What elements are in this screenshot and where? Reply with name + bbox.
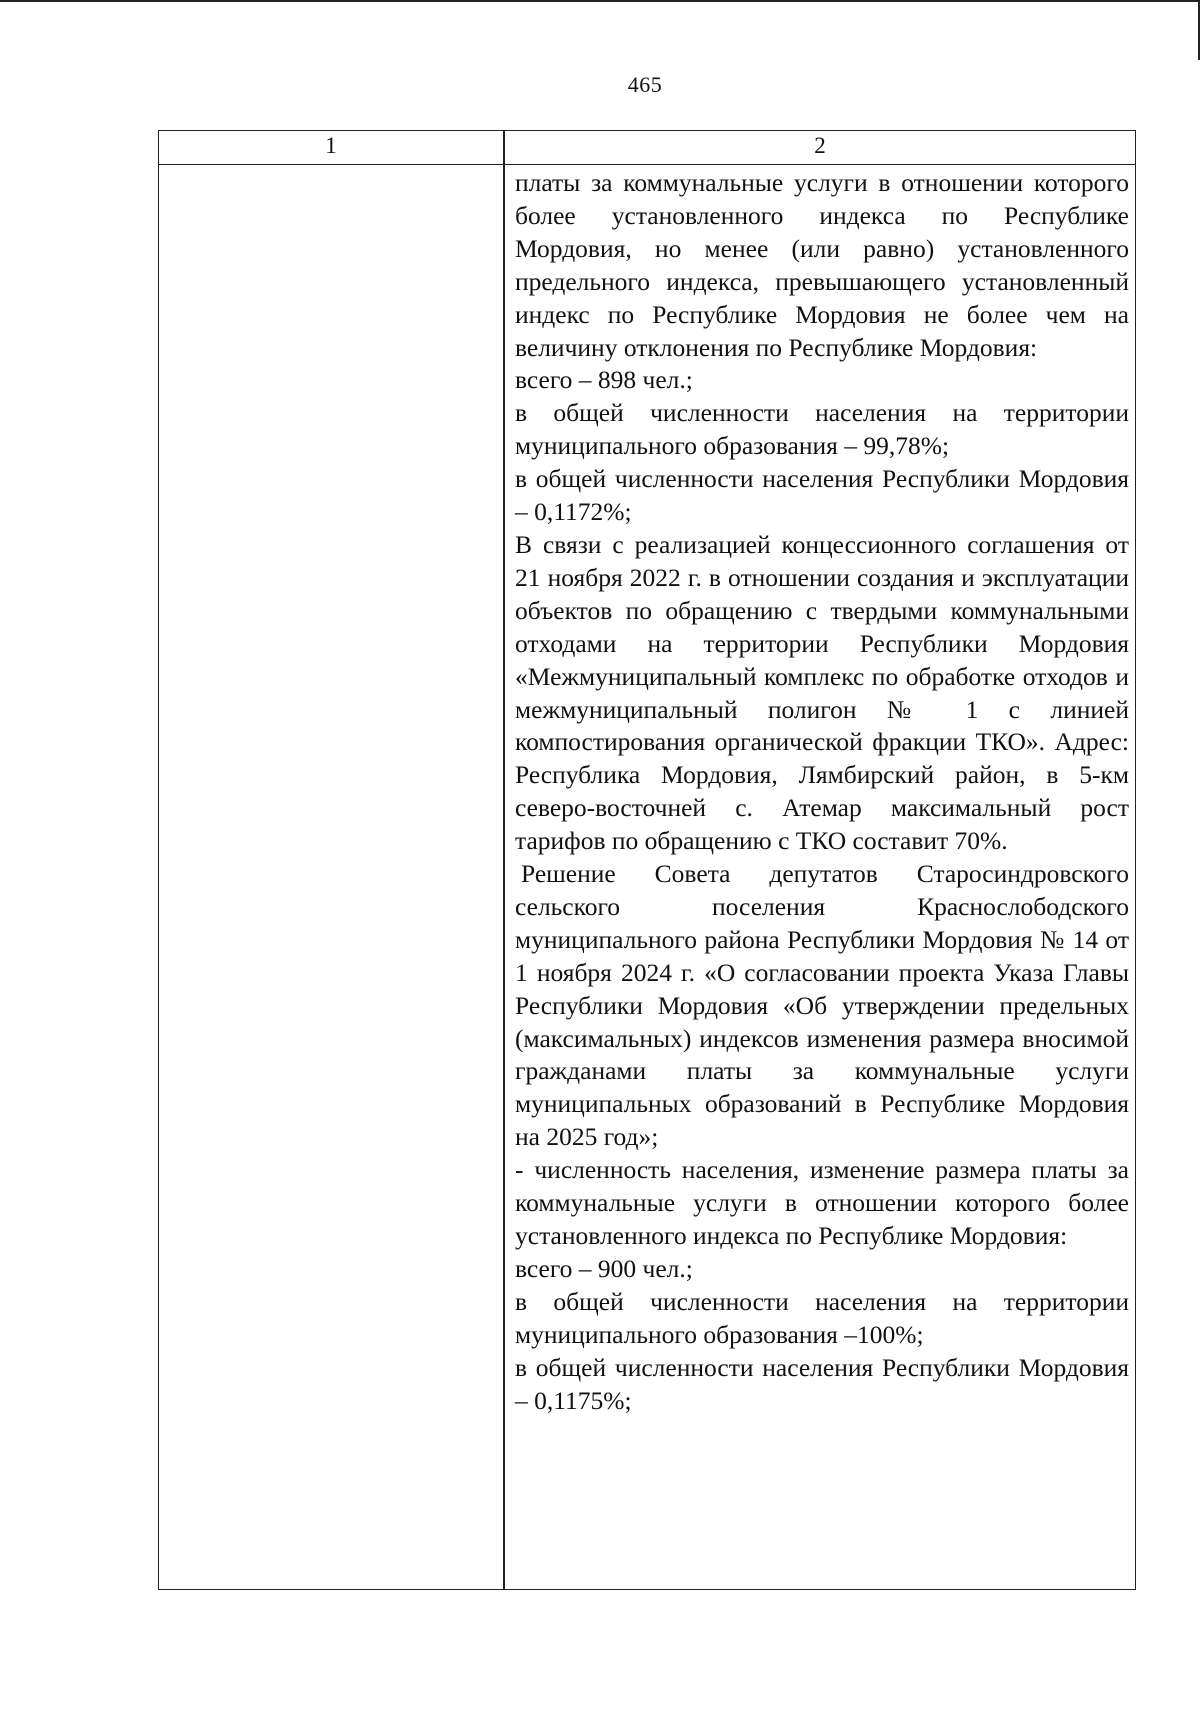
column-1-header: 1 (325, 133, 337, 158)
paragraph-council-decision: Решение Совета депутатов Старосиндровского сельского поселения Краснослободского муниципального района Республики Мордовия № 14 от 1 ноября 2024 г. «О согласовании проекта Указа Главы Республики Мордовия «Об утверждении предельных (максимальных) индексов изменения размера вносимой гражданами платы за коммунальные услуги муниципальных образований в Республике Мордовия на 2025 год»; (515, 859, 1129, 1152)
paragraph-republic-share-01172: в общей численности населения Республики Мордовия – 0,1172%; (515, 464, 1129, 527)
page-number: 465 (627, 72, 663, 97)
column-2-header: 2 (814, 133, 826, 158)
table-header-row (159, 131, 1135, 165)
content-table (158, 130, 1136, 1590)
top-border-line (0, 0, 1200, 2)
paragraph-population-exceed-index: - численность населения, изменение размера платы за коммунальные услуги в отношении которого более установленного индекса по Республике Мордовия: (515, 1155, 1129, 1250)
column-2-cell (515, 167, 1129, 1417)
paragraph-total-898: всего – 898 чел.; (515, 365, 693, 395)
paragraph-municipal-share-100: в общей численности населения на территории муниципального образования –100%; (515, 1286, 1129, 1349)
paragraph-tariff-exceed-index: платы за коммунальные услуги в отношении которого более установленного индекса по Республике Мордовия, но менее (или равно) установленного предельного индекса, превышающего установленный индекс по Республике Мордовия не более чем на величину отклонения по Республике Мордовия: (515, 168, 1129, 362)
paragraph-republic-share-01175: в общей численности населения Республики Мордовия – 0,1175%; (515, 1352, 1129, 1415)
column-divider (503, 131, 505, 1589)
paragraph-municipal-share-9978: в общей численности населения на территории муниципального образования – 99,78%; (515, 398, 1129, 461)
paragraph-total-900: всего – 900 чел.; (515, 1253, 693, 1283)
paragraph-concession-agreement: В связи с реализацией концессионного соглашения от 21 ноября 2022 г. в отношении создания и эксплуатации объектов по обращению с твердыми коммунальными отходами на территории Республики Мордовия «Межмуниципальный комплекс по обработке отходов и межмуниципальный полигон № 1 с линией компостирования органической фракции ТКО». Адрес: Республика Мордовия, Лямбирский район, в 5-км северо-восточней с. Атемар максимальный рост тарифов по обращению с ТКО составит 70%. (515, 529, 1129, 856)
